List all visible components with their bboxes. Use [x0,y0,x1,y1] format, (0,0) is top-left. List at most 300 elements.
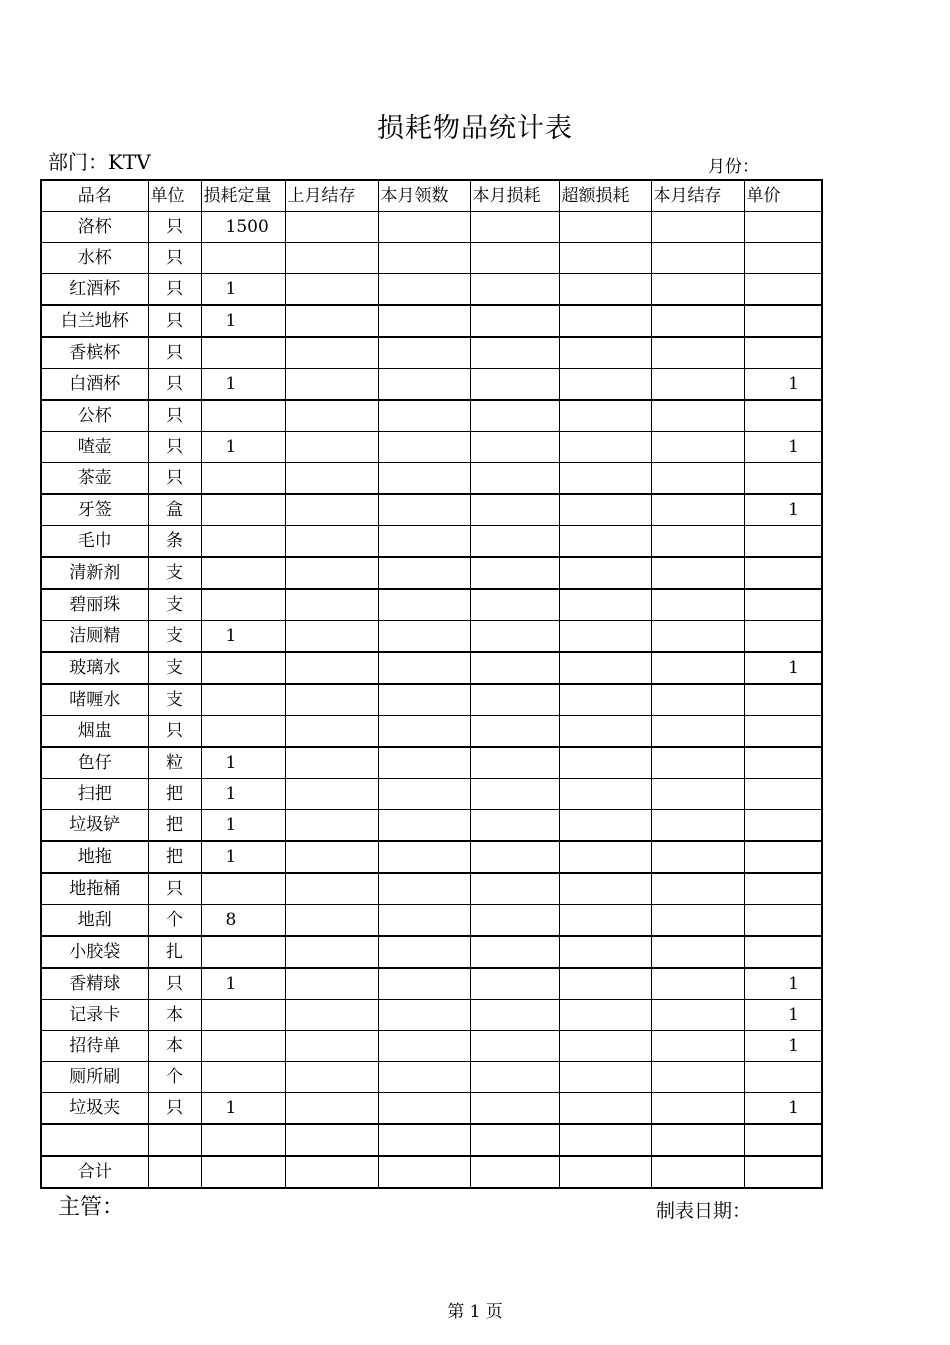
price-cell [744,1124,822,1156]
received-cell [378,526,470,558]
balance-cell [651,1124,744,1156]
last-balance-cell [285,463,378,495]
excess-cell [559,463,651,495]
balance-cell [651,841,744,873]
quota-cell [201,1062,285,1093]
header-unit: 单位 [148,180,201,212]
consumption-cell [470,810,559,842]
item-name-cell: 公杯 [41,400,148,432]
price-cell [744,873,822,905]
unit-cell: 粒 [148,747,201,779]
header-excess: 超额损耗 [559,180,651,212]
item-name-cell: 地拖 [41,841,148,873]
last-balance-cell [285,557,378,589]
balance-cell [651,747,744,779]
item-name-cell: 厕所刷 [41,1062,148,1093]
balance-cell [651,494,744,526]
table-row [41,1031,822,1062]
header-price: 单价 [744,180,822,212]
excess-cell [559,1062,651,1093]
balance-cell [651,936,744,968]
excess-cell [559,212,651,243]
excess-cell [559,905,651,937]
quota-cell: 1 [201,968,285,1000]
table-row [41,1000,822,1031]
table-row [41,337,822,369]
consumption-cell [470,652,559,684]
excess-cell [559,1124,651,1156]
price-cell [744,274,822,306]
last-balance-cell [285,779,378,810]
item-name-cell: 清新剂 [41,557,148,589]
quota-cell: 1 [201,305,285,337]
excess-cell [559,1093,651,1125]
excess-cell [559,526,651,558]
received-cell [378,716,470,748]
balance-cell [651,589,744,621]
received-cell [378,621,470,653]
item-name-cell [41,1124,148,1156]
quota-cell [201,337,285,369]
last-balance-cell [285,1000,378,1031]
table-row [41,810,822,842]
unit-cell: 只 [148,305,201,337]
table-row [41,652,822,684]
quota-cell [201,589,285,621]
balance-cell [651,369,744,401]
table-row [41,274,822,306]
sheet-title: 损耗物品统计表 [377,113,573,144]
table-row [41,684,822,716]
table-row [41,1093,822,1125]
received-cell [378,968,470,1000]
consumption-cell [470,1156,559,1188]
balance-cell [651,621,744,653]
balance-cell [651,873,744,905]
consumption-cell [470,526,559,558]
table-row [41,1062,822,1093]
last-balance-cell [285,212,378,243]
quota-cell: 1 [201,432,285,463]
price-cell [744,841,822,873]
received-cell [378,1062,470,1093]
excess-cell [559,779,651,810]
balance-cell [651,400,744,432]
table-row [41,369,822,401]
excess-cell [559,1031,651,1062]
item-name-cell: 洛杯 [41,212,148,243]
price-cell [744,337,822,369]
last-balance-cell [285,1093,378,1125]
consumption-cell [470,274,559,306]
consumption-cell [470,400,559,432]
received-cell [378,873,470,905]
last-balance-cell [285,337,378,369]
unit-cell [148,1124,201,1156]
last-balance-cell [285,526,378,558]
unit-cell: 只 [148,212,201,243]
quota-cell [201,400,285,432]
price-cell [744,621,822,653]
consumption-cell [470,841,559,873]
received-cell [378,652,470,684]
table-row [41,905,822,937]
consumption-cell [470,494,559,526]
quota-cell: 1 [201,1093,285,1125]
consumption-cell [470,1093,559,1125]
quota-cell [201,652,285,684]
received-cell [378,212,470,243]
balance-cell [651,905,744,937]
last-balance-cell [285,841,378,873]
quota-cell [201,243,285,274]
price-cell [744,589,822,621]
quota-cell [201,936,285,968]
unit-cell: 只 [148,716,201,748]
header-received: 本月领数 [378,180,470,212]
quota-cell: 1 [201,841,285,873]
table-row [41,463,822,495]
consumption-cell [470,936,559,968]
price-cell [744,716,822,748]
balance-cell [651,1156,744,1188]
price-cell: 1 [744,1093,822,1125]
unit-cell: 个 [148,1062,201,1093]
balance-cell [651,779,744,810]
received-cell [378,1031,470,1062]
price-cell: 1 [744,968,822,1000]
unit-cell: 只 [148,243,201,274]
quota-cell [201,1124,285,1156]
balance-cell [651,1062,744,1093]
excess-cell [559,589,651,621]
last-balance-cell [285,1031,378,1062]
excess-cell [559,810,651,842]
excess-cell [559,1000,651,1031]
balance-cell [651,243,744,274]
received-cell [378,494,470,526]
made-date-label: 制表日期： [656,1200,752,1222]
excess-cell [559,716,651,748]
consumption-cell [470,1124,559,1156]
consumption-cell [470,557,559,589]
received-cell [378,463,470,495]
price-cell [744,779,822,810]
last-balance-cell [285,274,378,306]
price-cell [744,747,822,779]
consumption-cell [470,968,559,1000]
consumption-cell [470,1031,559,1062]
last-balance-cell [285,684,378,716]
table-row [41,747,822,779]
consumption-cell [470,1000,559,1031]
received-cell [378,936,470,968]
received-cell [378,243,470,274]
unit-cell: 支 [148,557,201,589]
received-cell [378,1156,470,1188]
item-name-cell: 喳壶 [41,432,148,463]
consumption-cell [470,1062,559,1093]
header-row [41,180,822,212]
quota-cell [201,557,285,589]
unit-cell: 支 [148,589,201,621]
quota-cell [201,716,285,748]
consumption-cell [470,621,559,653]
unit-cell: 条 [148,526,201,558]
excess-cell [559,274,651,306]
balance-cell [651,1093,744,1125]
unit-cell: 盒 [148,494,201,526]
table-row [41,873,822,905]
item-name-cell: 扫把 [41,779,148,810]
price-cell [744,305,822,337]
last-balance-cell [285,810,378,842]
consumption-cell [470,716,559,748]
received-cell [378,684,470,716]
last-balance-cell [285,432,378,463]
price-cell: 1 [744,652,822,684]
unit-cell: 支 [148,621,201,653]
price-cell: 1 [744,494,822,526]
price-cell: 1 [744,1000,822,1031]
last-balance-cell [285,369,378,401]
received-cell [378,1124,470,1156]
item-name-cell: 烟盅 [41,716,148,748]
quota-cell [201,494,285,526]
consumption-cell [470,905,559,937]
table-row [41,716,822,748]
unit-cell: 只 [148,873,201,905]
quota-cell: 1 [201,621,285,653]
price-cell: 1 [744,369,822,401]
item-name-cell: 碧丽珠 [41,589,148,621]
item-name-cell: 地拖桶 [41,873,148,905]
quota-cell [201,1156,285,1188]
table-row [41,243,822,274]
unit-cell: 本 [148,1031,201,1062]
table-row [41,1156,822,1188]
supervisor-label: 主管： [58,1195,125,1220]
table-row [41,779,822,810]
table-row [41,212,822,243]
department-label: 部门：KTV [48,150,151,174]
excess-cell [559,243,651,274]
unit-cell: 只 [148,968,201,1000]
balance-cell [651,652,744,684]
consumption-cell [470,369,559,401]
price-cell [744,1156,822,1188]
excess-cell [559,432,651,463]
balance-cell [651,716,744,748]
excess-cell [559,494,651,526]
last-balance-cell [285,243,378,274]
price-cell [744,526,822,558]
consumption-cell [470,747,559,779]
balance-cell [651,526,744,558]
excess-cell [559,747,651,779]
quota-cell [201,684,285,716]
received-cell [378,305,470,337]
unit-cell: 支 [148,652,201,684]
quota-cell: 1 [201,369,285,401]
excess-cell [559,557,651,589]
item-name-cell: 香槟杯 [41,337,148,369]
item-name-cell: 垃圾铲 [41,810,148,842]
consumption-cell [470,779,559,810]
balance-cell [651,212,744,243]
table-row [41,968,822,1000]
item-name-cell: 啫喱水 [41,684,148,716]
table-row [41,936,822,968]
item-name-cell: 白兰地杯 [41,305,148,337]
received-cell [378,747,470,779]
last-balance-cell [285,1156,378,1188]
table-row [41,400,822,432]
quota-cell [201,873,285,905]
unit-cell: 只 [148,463,201,495]
received-cell [378,400,470,432]
excess-cell [559,369,651,401]
unit-cell: 把 [148,841,201,873]
price-cell: 1 [744,1031,822,1062]
balance-cell [651,463,744,495]
unit-cell: 把 [148,810,201,842]
unit-cell: 支 [148,684,201,716]
excess-cell [559,936,651,968]
balance-cell [651,557,744,589]
header-balance: 本月结存 [651,180,744,212]
unit-cell: 把 [148,779,201,810]
received-cell [378,1000,470,1031]
consumption-cell [470,463,559,495]
balance-cell [651,337,744,369]
consumption-cell [470,589,559,621]
quota-cell [201,526,285,558]
balance-cell [651,1031,744,1062]
balance-cell [651,432,744,463]
consumption-cell [470,684,559,716]
unit-cell: 扎 [148,936,201,968]
excess-cell [559,968,651,1000]
consumption-cell [470,243,559,274]
item-name-cell: 茶壶 [41,463,148,495]
price-cell [744,936,822,968]
last-balance-cell [285,968,378,1000]
received-cell [378,337,470,369]
unit-cell: 只 [148,337,201,369]
unit-cell [148,1156,201,1188]
quota-cell: 1 [201,779,285,810]
price-cell [744,557,822,589]
item-name-cell: 招待单 [41,1031,148,1062]
price-cell [744,810,822,842]
excess-cell [559,621,651,653]
received-cell [378,369,470,401]
table-row [41,841,822,873]
received-cell [378,810,470,842]
page-number: 第 1 页 [447,1302,503,1322]
excess-cell [559,873,651,905]
item-name-cell: 牙签 [41,494,148,526]
header-quota: 损耗定量 [201,180,285,212]
unit-cell: 只 [148,432,201,463]
consumption-cell [470,873,559,905]
balance-cell [651,810,744,842]
consumption-cell [470,432,559,463]
excess-cell [559,305,651,337]
last-balance-cell [285,652,378,684]
last-balance-cell [285,873,378,905]
item-name-cell: 香精球 [41,968,148,1000]
item-name-cell: 小胶袋 [41,936,148,968]
item-name-cell: 地刮 [41,905,148,937]
item-name-cell: 合计 [41,1156,148,1188]
last-balance-cell [285,305,378,337]
header-last-balance: 上月结存 [285,180,378,212]
price-cell [744,1062,822,1093]
unit-cell: 只 [148,400,201,432]
item-name-cell: 垃圾夹 [41,1093,148,1125]
price-cell [744,400,822,432]
item-name-cell: 红酒杯 [41,274,148,306]
header-name: 品名 [41,180,148,212]
last-balance-cell [285,1124,378,1156]
unit-cell: 只 [148,274,201,306]
price-cell [744,212,822,243]
excess-cell [559,652,651,684]
price-cell: 1 [744,432,822,463]
excess-cell [559,400,651,432]
table-row [41,621,822,653]
unit-cell: 只 [148,1093,201,1125]
unit-cell: 个 [148,905,201,937]
last-balance-cell [285,905,378,937]
table-row [41,1124,822,1156]
table-row [41,432,822,463]
quota-cell [201,1031,285,1062]
received-cell [378,274,470,306]
item-name-cell: 洁厕精 [41,621,148,653]
balance-cell [651,684,744,716]
consumption-cell [470,305,559,337]
quota-cell [201,1000,285,1031]
last-balance-cell [285,747,378,779]
received-cell [378,557,470,589]
price-cell [744,243,822,274]
last-balance-cell [285,400,378,432]
price-cell [744,463,822,495]
excess-cell [559,1156,651,1188]
excess-cell [559,337,651,369]
received-cell [378,589,470,621]
balance-cell [651,968,744,1000]
received-cell [378,1093,470,1125]
received-cell [378,779,470,810]
quota-cell: 1 [201,810,285,842]
quota-cell [201,463,285,495]
item-name-cell: 毛巾 [41,526,148,558]
item-name-cell: 白酒杯 [41,369,148,401]
last-balance-cell [285,494,378,526]
table-row [41,494,822,526]
unit-cell: 本 [148,1000,201,1031]
balance-cell [651,1000,744,1031]
excess-cell [559,841,651,873]
received-cell [378,905,470,937]
table-row [41,526,822,558]
last-balance-cell [285,936,378,968]
quota-cell: 1 [201,747,285,779]
